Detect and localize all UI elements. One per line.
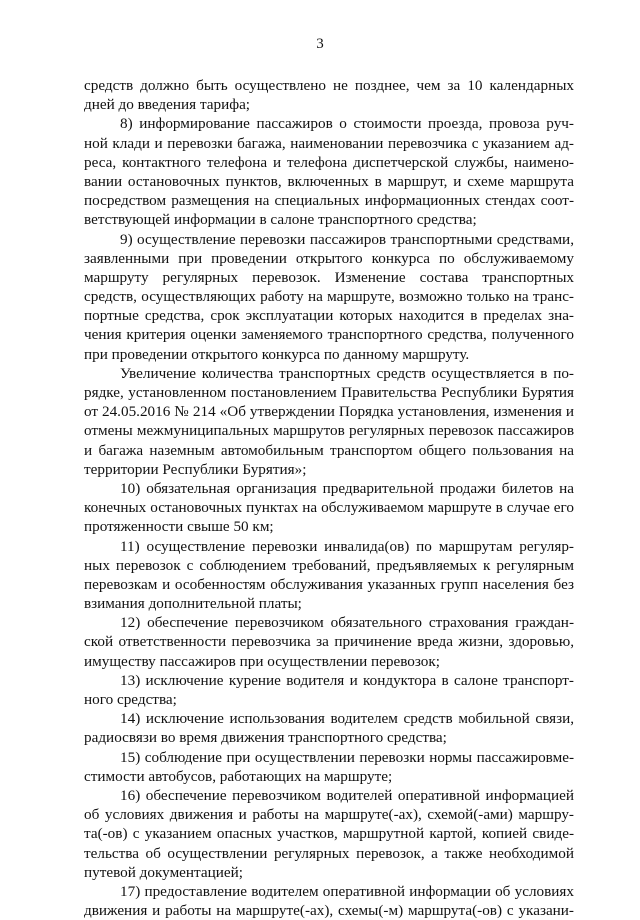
text-line: маршруту регулярных перевозок. Изменение состава транспортных xyxy=(84,268,574,286)
paragraph xyxy=(84,882,574,920)
paragraph xyxy=(84,709,574,747)
text-line: посредством размещения на специальных информационных стендах соот- xyxy=(84,192,574,210)
paragraph xyxy=(84,613,574,671)
text-line: протяженности свыше 50 км; xyxy=(84,518,274,536)
text-line: 13) исключение курение водителя и кондуктора в салоне транспорт- xyxy=(120,671,574,689)
text-line: 16) обеспечение перевозчиком водителей оперативной информацией xyxy=(120,786,574,804)
paragraph xyxy=(84,114,574,229)
text-line: средств, осуществляющих работу на маршруте, возможно только на транс- xyxy=(84,288,574,306)
paragraph xyxy=(84,364,574,479)
text-line: рядке, установленном постановлением Правительства Республики Бурятия xyxy=(84,384,574,401)
paragraph xyxy=(84,786,574,882)
text-line: тельства об осуществлении регулярных перевозок, а также необходимой xyxy=(84,844,574,862)
text-line: имуществу пассажиров при осуществлении перевозок; xyxy=(84,652,441,670)
text-line: средств должно быть осуществлено не позднее, чем за 10 календарных xyxy=(84,77,574,94)
text-line: взимания дополнительной платы; xyxy=(84,595,302,613)
text-line: та(-ов) с указанием опасных участков, маршрутной картой, копией свиде- xyxy=(84,825,574,843)
text-line: от 24.05.2016 № 214 «Об утверждении Порядка установления, изменения и xyxy=(84,403,574,421)
text-line: 11) осуществление перевозки инвалида(ов) по маршрутам регуляр- xyxy=(120,537,574,555)
text-line: дней до введения тарифа; xyxy=(84,96,251,114)
paragraph xyxy=(84,748,574,786)
page-number: 3 xyxy=(316,36,324,52)
text-line: ской ответственности перевозчика за причинение вреда жизни, здоровью, xyxy=(84,633,574,651)
text-line: ной клади и перевозки багажа, наименовании перевозчика с указанием ад- xyxy=(84,134,574,152)
text-line: чения критерия оценки заменяемого транспортного средства, полученного xyxy=(84,326,574,344)
text-line: движения и работы на маршруте(-ах), схемы(-м) маршрута(-ов) с указани- xyxy=(84,902,574,920)
paragraph xyxy=(84,479,574,537)
text-line: об условиях движения и работы на маршруте(-ах), схемой(-ами) маршру- xyxy=(84,806,574,824)
text-line: радиосвязи во время движения транспортного средства; xyxy=(84,729,447,747)
text-line: 12) обеспечение перевозчиком обязательного страхования граждан- xyxy=(120,614,574,632)
text-line: 15) соблюдение при осуществлении перевозки нормы пассажировме- xyxy=(120,748,574,766)
text-line: при проведении открытого конкурса по данному маршруту. xyxy=(84,345,470,363)
text-line: территории Республики Бурятия»; xyxy=(84,460,307,478)
text-line: вании остановочных пунктов, включенных в маршрут, и схеме маршрута xyxy=(84,172,574,190)
text-line: заявленными при проведении открытого конкурса по обслуживаемому xyxy=(84,249,574,267)
text-line: реса, контактного телефона и телефона диспетчерской службы, наимено- xyxy=(84,153,574,171)
text-line: отмены межмуниципальных маршрутов регулярных перевозок пассажиров xyxy=(84,422,574,440)
text-line: ных перевозок с соблюдением требований, предъявляемых к регулярным xyxy=(84,556,574,574)
text-line: путевой документацией; xyxy=(84,863,243,881)
text-line: 9) осуществление перевозки пассажиров транспортными средствами, xyxy=(120,230,574,248)
text-line: перевозкам и особенностям обслуживания указанных групп населения без xyxy=(84,575,574,593)
document-body xyxy=(84,76,574,920)
text-line: конечных остановочных пунктах на обслуживаемом маршруте в случае его xyxy=(84,499,574,517)
paragraph xyxy=(84,537,574,614)
text-line: Увеличение количества транспортных средств осуществляется в по- xyxy=(120,364,574,382)
text-line: ного средства; xyxy=(84,691,177,708)
paragraph xyxy=(84,76,574,114)
text-line: и багажа наземным автомобильным транспортом общего пользования на xyxy=(84,441,574,459)
text-line: портные средства, срок эксплуатации которых находится в пределах зна- xyxy=(84,307,574,325)
text-line: 8) информирование пассажиров о стоимости проезда, провоза руч- xyxy=(120,115,574,133)
paragraph xyxy=(84,230,574,364)
paragraph xyxy=(84,671,574,709)
text-line: ветствующей информации в салоне транспортного средства; xyxy=(84,211,477,229)
text-line: 14) исключение использования водителем средств мобильной связи, xyxy=(120,710,574,728)
text-line: стимости автобусов, работающих на маршруте; xyxy=(84,767,393,785)
text-line: 10) обязательная организация предварительной продажи билетов на xyxy=(120,479,574,497)
text-line: 17) предоставление водителем оперативной информации об условиях xyxy=(120,882,574,900)
